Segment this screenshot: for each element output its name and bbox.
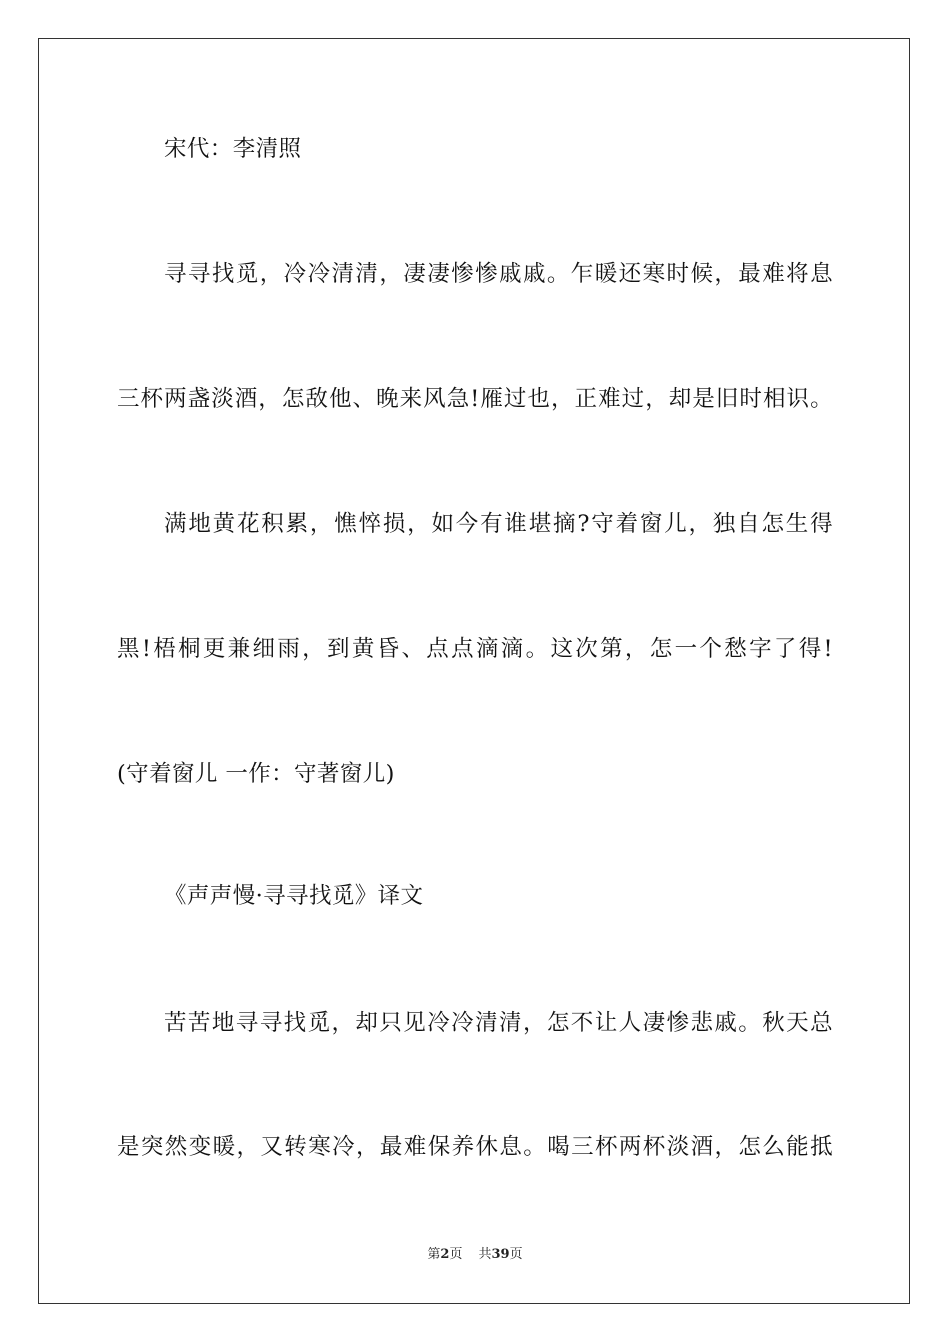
- translation-line-1: 苦苦地寻寻找觅，却只见冷冷清清，怎不让人凄惨悲戚。秋天总: [164, 1010, 833, 1036]
- poem-line-4: 黑!梧桐更兼细雨，到黄昏、点点滴滴。这次第，怎一个愁字了得!: [117, 636, 833, 662]
- page-prefix: 第: [427, 1247, 441, 1262]
- variant-note: (守着窗儿 一作：守著窗儿): [117, 761, 395, 787]
- total-unit: 页: [509, 1247, 523, 1262]
- poem-line-2: 三杯两盏淡酒，怎敌他、晚来风急!雁过也，正难过，却是旧时相识。: [117, 386, 833, 412]
- page-border: [38, 38, 910, 1304]
- author-line: 宋代：李清照: [164, 136, 302, 162]
- page-unit: 页: [449, 1247, 463, 1262]
- total-prefix: 共: [478, 1247, 492, 1262]
- page-total: 39: [491, 1247, 510, 1262]
- translation-heading: 《声声慢·寻寻找觅》译文: [164, 883, 424, 909]
- page-footer: [0, 1246, 950, 1264]
- translation-line-2: 是突然变暖，又转寒冷，最难保养休息。喝三杯两杯淡酒，怎么能抵: [117, 1134, 833, 1160]
- poem-line-1: 寻寻找觅，冷冷清清，凄凄惨惨戚戚。乍暖还寒时候，最难将息: [164, 261, 833, 287]
- poem-line-3: 满地黄花积累，憔悴损，如今有谁堪摘?守着窗儿，独自怎生得: [164, 511, 833, 537]
- page-current: 2: [440, 1247, 450, 1262]
